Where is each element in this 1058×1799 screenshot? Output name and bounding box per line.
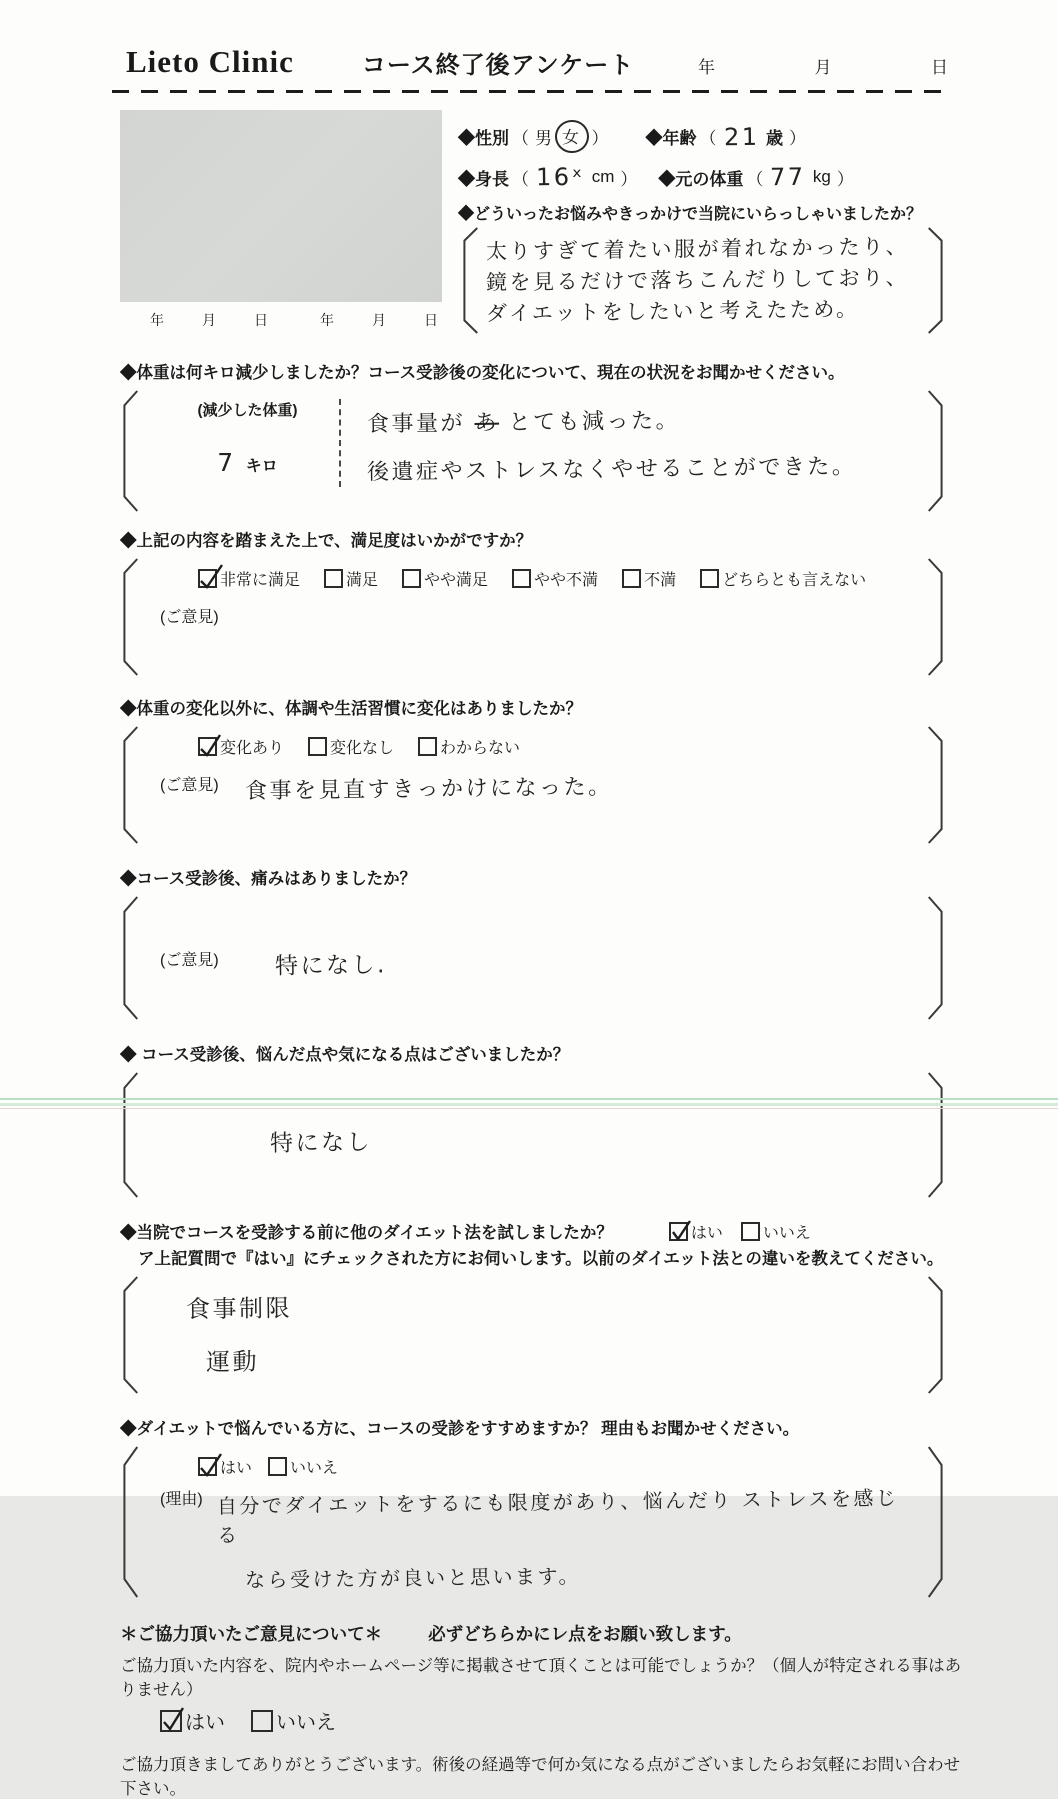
question-pain: ◆コース受診後、痛みはありましたか？ [120, 870, 417, 888]
clinic-logo: Lieto Clinic [126, 44, 294, 79]
header-date-fields [698, 53, 948, 80]
checkbox-box [512, 569, 531, 588]
checkbox-satisfied[interactable]: 満足 [324, 567, 378, 590]
checkbox-changed[interactable]: 変化あり [198, 735, 284, 758]
comment-label: (ご意見) [160, 952, 219, 969]
before-after-photo-area [120, 110, 442, 302]
previous-diet-line: 食事制限 [185, 1294, 293, 1324]
answer-bracket-right [926, 1073, 948, 1197]
question-lifestyle-change: ◆体重の変化以外に、体調や生活習慣に変化はありましたか？ [120, 700, 582, 718]
checkbox-somewhat-dissatisfied[interactable]: やや不満 [512, 567, 598, 590]
check-icon [198, 561, 224, 591]
checkbox-box [700, 569, 719, 588]
header-month-label: 月 [814, 58, 832, 77]
answer-bracket-right [926, 391, 948, 511]
weight-comment-line: 後遺症やストレスなくやせることができた。 [366, 454, 857, 486]
answer-bracket-left [118, 1073, 140, 1197]
checkbox-box [198, 569, 217, 588]
checkbox-box [622, 569, 641, 588]
question-weight-lost: ◆体重は何キロ減少しましたか？コース受診後の変化について、現在の状況をお聞かせください。 [120, 364, 845, 382]
checkbox-box [251, 1710, 273, 1732]
answer-bracket-right [926, 1447, 948, 1597]
answer-bracket-left [118, 897, 140, 1019]
gender-age-row: ◆性別 （ 男 女 ） ◆年齢 （ 21 歳 ） [458, 120, 948, 153]
gender-male: 男 [535, 129, 552, 148]
pain-comment: 特になし. [274, 952, 387, 980]
comment-label: (ご意見) [160, 777, 219, 794]
header-year-label: 年 [698, 58, 715, 77]
photo-month-label: 月 [372, 312, 386, 328]
page-title: コース終了後アンケート [361, 52, 635, 79]
pain-answer-box[interactable] [118, 897, 948, 1019]
checkbox-very-satisfied[interactable]: 非常に満足 [198, 567, 300, 590]
top-section [0, 93, 1058, 333]
previous-diet-line: 運動 [205, 1347, 260, 1377]
gender-label: ◆性別 [458, 129, 509, 148]
answer-bracket-right [926, 897, 948, 1019]
age-label: ◆年齢 [645, 129, 697, 148]
height-weight-row: ◆身長 （ 16ˣ cm ） ◆元の体重 （ 77 kg ） [458, 162, 854, 192]
footer-permission-text: ご協力頂いた内容を、院内やホームページ等に掲載させて頂くことは可能でしょうか？（個人が特定される事はありません） [120, 1657, 962, 1699]
footer-title-row [0, 1621, 1058, 1646]
original-weight-label: ◆元の体重 [658, 169, 744, 189]
height-value-handwritten: 16ˣ [535, 162, 585, 192]
previous-diets-note: ア上記質問で『はい』にチェックされた方にお伺いします。以前のダイエット法との違いを教えてください。 [138, 1250, 944, 1268]
header-day-label: 日 [931, 58, 948, 77]
checkbox-box [418, 737, 437, 756]
header [0, 0, 1058, 80]
checkbox-recommend-yes[interactable]: はい [198, 1455, 252, 1478]
reason-answer-line: ダイエットをしたいと考えたため。 [485, 297, 860, 326]
checkbox-neither[interactable]: どちらとも言えない [700, 567, 866, 590]
checkbox-box [198, 737, 217, 756]
photo-day-label: 日 [254, 312, 268, 328]
check-icon [198, 729, 224, 759]
photo-month-label: 月 [202, 312, 216, 328]
recommend-reason-line: 自分でダイエットをするにも限度があり、悩んだり ストレスを感じる [216, 1485, 899, 1548]
previous-diets-answer-box[interactable] [118, 1277, 948, 1393]
checkbox-previous-no[interactable]: いいえ [741, 1220, 811, 1243]
answer-bracket-right [926, 559, 948, 675]
reason-answer-line: 太りすぎて着たい服が着れなかったり、 [485, 234, 910, 264]
photo-year-label: 年 [150, 312, 164, 328]
concern-answer-box[interactable] [118, 1073, 948, 1197]
weight-value-handwritten: 77 [770, 162, 807, 192]
checkbox-box [198, 1457, 217, 1476]
checkbox-box [160, 1710, 182, 1732]
question-reason: ◆どういったお悩みやきっかけで当院にいらっしゃいましたか？ [458, 206, 923, 223]
checkbox-previous-yes[interactable]: はい [669, 1220, 723, 1243]
photo-date-labels [150, 310, 442, 330]
check-icon [198, 1449, 224, 1479]
answer-bracket-right [926, 228, 948, 333]
answer-bracket-left [118, 727, 140, 843]
weight-lost-answer-box[interactable] [118, 391, 948, 511]
checkbox-somewhat-satisfied[interactable]: やや満足 [402, 567, 488, 590]
answer-bracket-left [118, 1277, 140, 1393]
checkbox-box [402, 569, 421, 588]
check-icon [669, 1214, 695, 1244]
concern-answer: 特になし [269, 1129, 373, 1157]
answer-bracket-left [458, 228, 480, 333]
weight-lost-unit: キロ [245, 458, 278, 475]
comment-label: (ご意見) [160, 609, 219, 626]
check-icon [160, 1702, 186, 1732]
checkbox-box [268, 1457, 287, 1476]
question-satisfaction: ◆上記の内容を踏まえた上で、満足度はいかがですか？ [120, 532, 533, 550]
reason-label: (理由) [160, 1491, 203, 1508]
struck-out-character: あ [474, 410, 500, 436]
answer-bracket-right [926, 1277, 948, 1393]
footer-thanks-text: ご協力頂きましてありがとうございます。術後の経過等で何か気になる点がございましたらお気軽にお問い合わせ下さい。 [120, 1756, 961, 1798]
checkbox-unsure[interactable]: わからない [418, 735, 520, 758]
footer-title: ＊ご協力頂いたご意見について＊ [120, 1624, 383, 1644]
question-concern: ◆ コース受診後、悩んだ点や気になる点はございましたか？ [120, 1046, 570, 1064]
checkbox-box [669, 1222, 688, 1241]
reason-answer-box[interactable] [458, 228, 948, 333]
lifestyle-answer-box[interactable] [118, 727, 948, 843]
answer-bracket-right [926, 727, 948, 843]
height-label: ◆身長 [458, 169, 509, 189]
lifestyle-comment: 食事を見直すきっかけになった。 [244, 774, 613, 805]
footer-permission-options [0, 1700, 1058, 1735]
checkbox-publish-no[interactable]: いいえ [251, 1706, 336, 1735]
checkbox-no-change[interactable]: 変化なし [308, 735, 394, 758]
answer-bracket-left [118, 559, 140, 675]
recommend-reason-line: なら受けた方が良いと思います。 [244, 1563, 581, 1593]
checkbox-publish-yes[interactable]: はい [160, 1706, 225, 1735]
checkbox-box [741, 1222, 760, 1241]
gender-female-circled: 女 [555, 120, 589, 153]
recommend-answer-box[interactable] [118, 1447, 948, 1597]
reason-answer-line: 鏡を見るだけで落ちこんだりしており、 [485, 265, 910, 295]
checkbox-box [324, 569, 343, 588]
weight-lost-value-handwritten: 7 [217, 448, 236, 477]
footer-subtitle: 必ずどちらかにレ点をお願い致します。 [428, 1624, 742, 1644]
checkbox-recommend-no[interactable]: いいえ [268, 1455, 338, 1478]
weight-comment-line: 食事量が あ とても減った。 [366, 408, 681, 438]
checkbox-box [308, 737, 327, 756]
vertical-dashed-divider [339, 399, 341, 487]
question-previous-diets: ◆当院でコースを受診する前に他のダイエット法を試しましたか？ はい いいえ [0, 1219, 1058, 1243]
answer-bracket-left [118, 1447, 140, 1597]
age-value-handwritten: 21 [723, 122, 760, 151]
photo-year-label: 年 [320, 312, 334, 328]
photo-day-label: 日 [424, 312, 438, 328]
weight-lost-label: (減少した体重) [197, 402, 298, 419]
checkbox-dissatisfied[interactable]: 不満 [622, 567, 676, 590]
satisfaction-answer-box[interactable] [118, 559, 948, 675]
question-recommend: ◆ダイエットで悩んでいる方に、コースの受診をすすめますか？ 理由もお聞かせください。 [120, 1420, 800, 1438]
answer-bracket-left [118, 391, 140, 511]
